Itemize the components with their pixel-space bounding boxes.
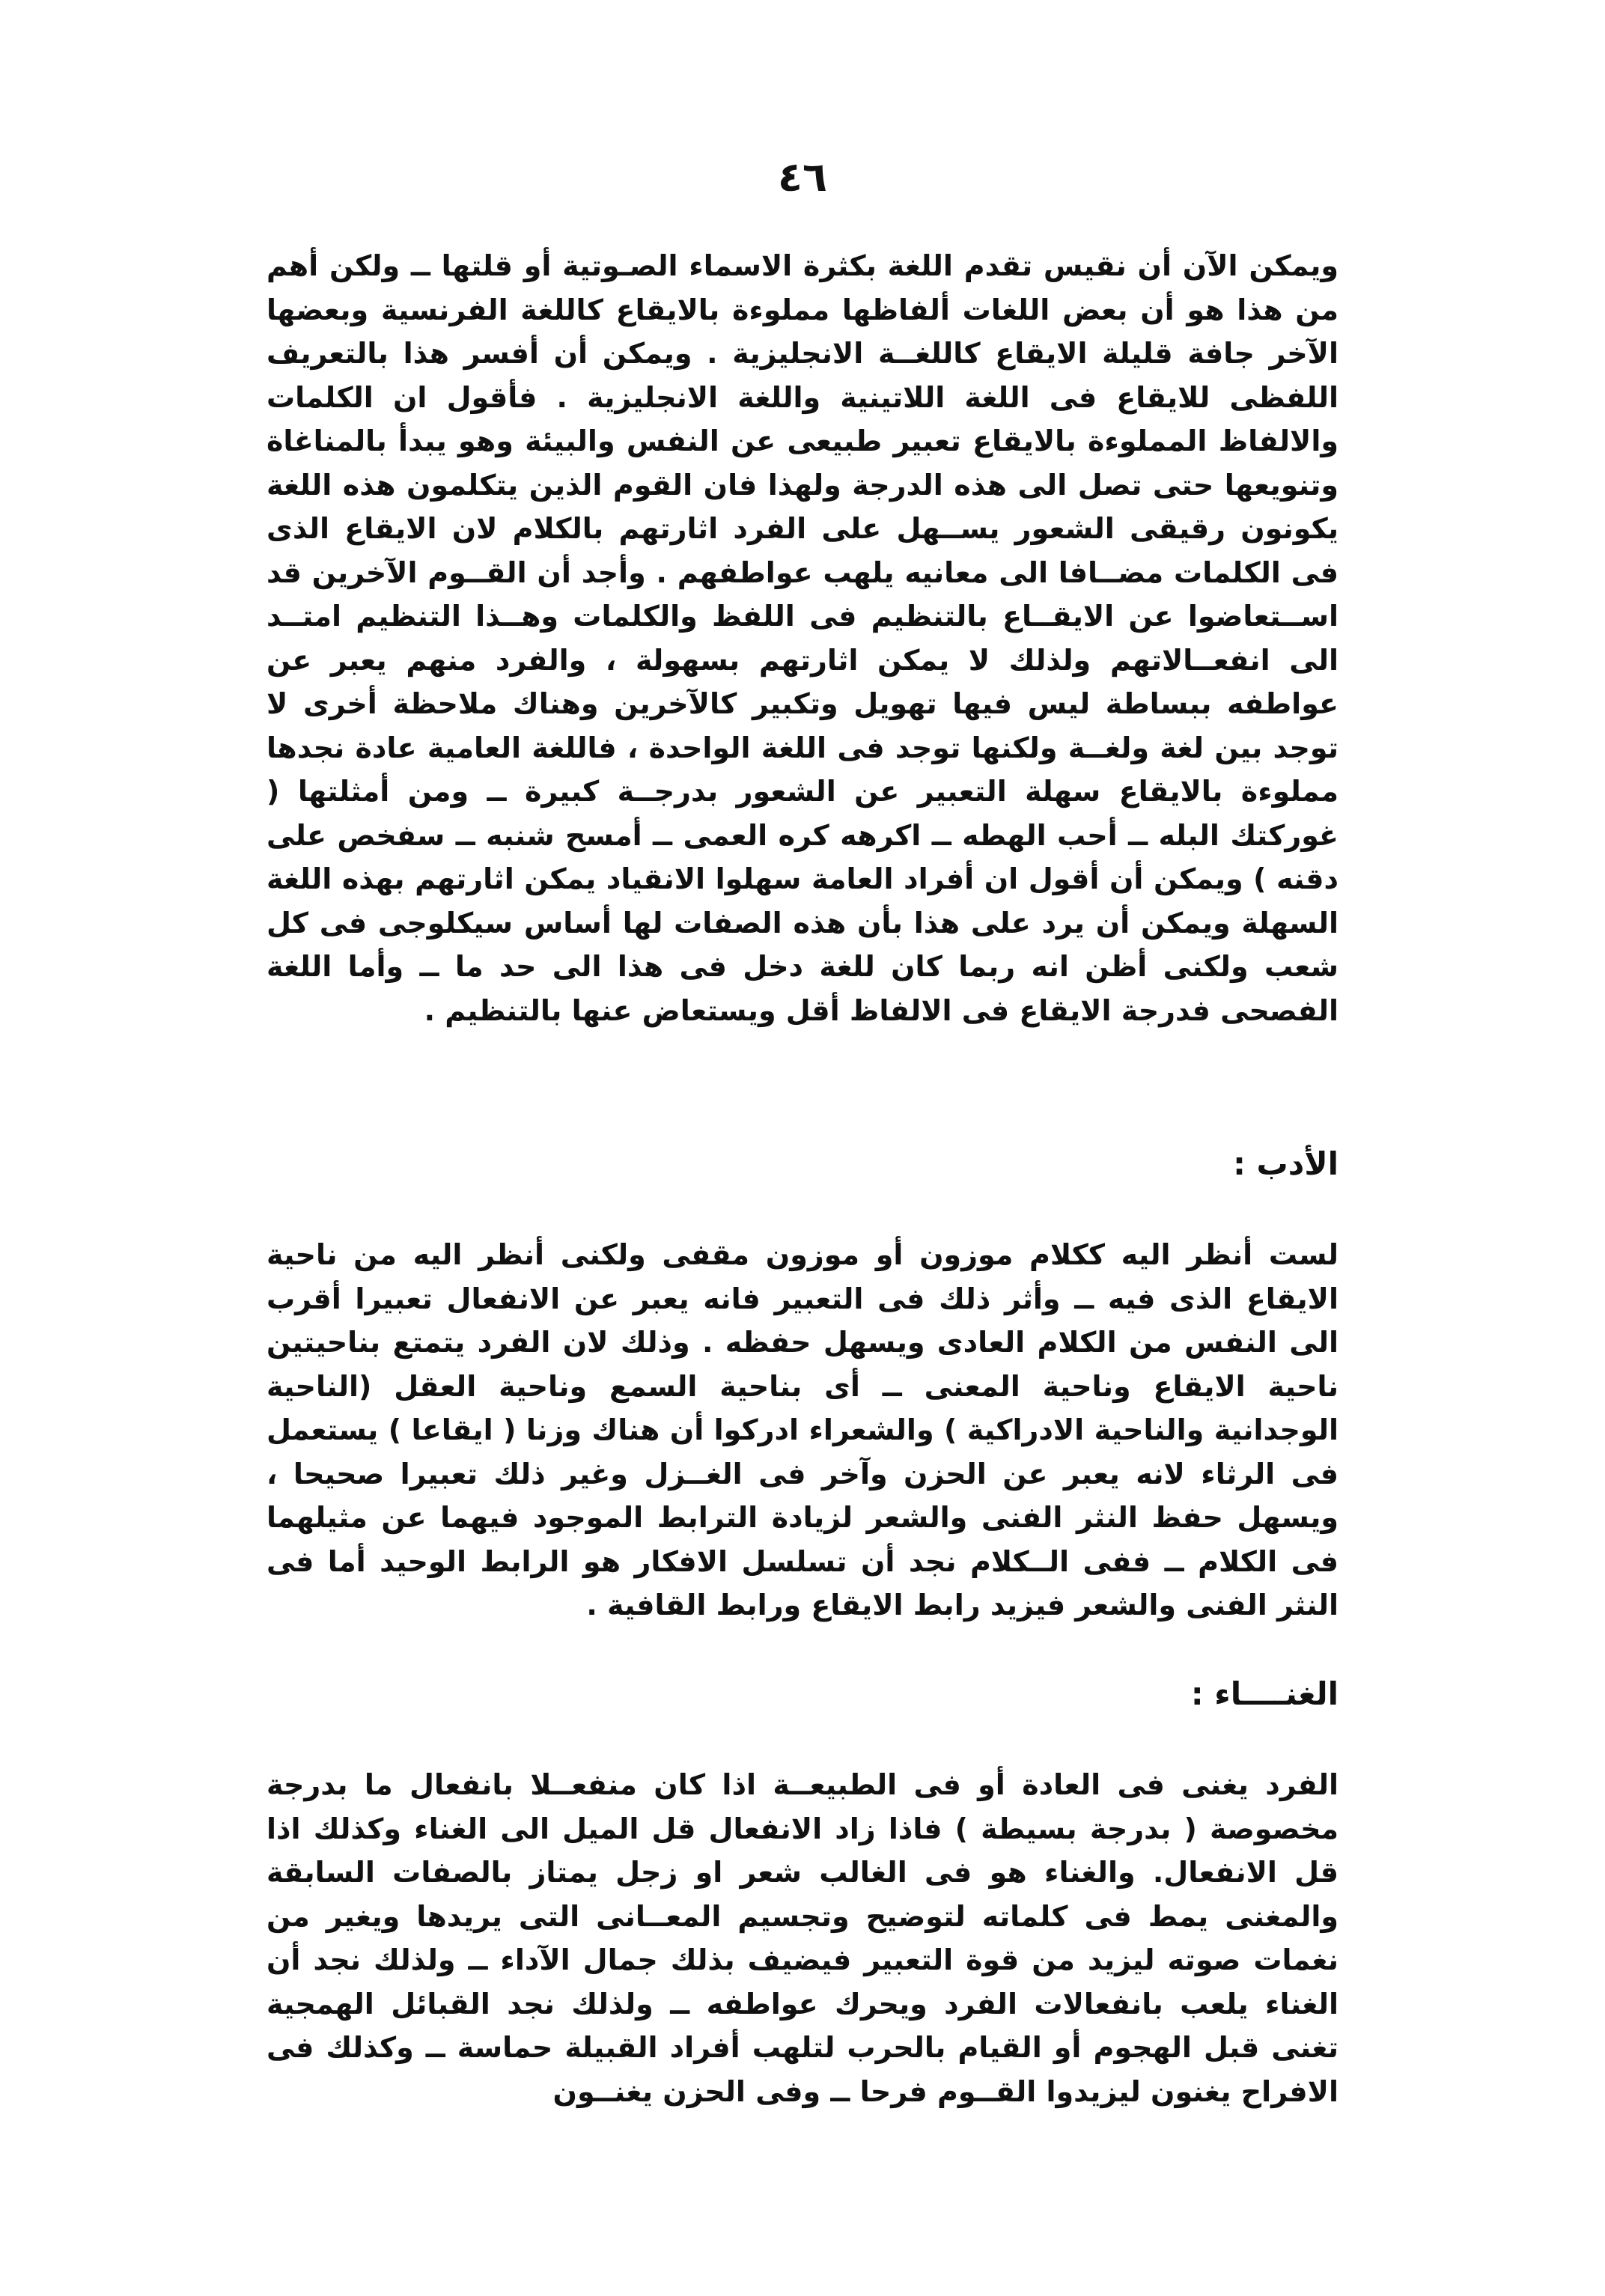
section-heading-singing: الغنــــاء : — [1190, 1675, 1338, 1712]
paragraph-literature — [267, 1233, 1338, 1627]
paragraph-text: ويمكن الآن أن نقيس تقدم اللغة بكثرة الاسماء الصـوتية أو قلتها ــ ولكن أهم من هذا هو أن بعض اللغات ألفاظها مملوءة بالايقاع كاللغة الفرنسية وبعضها الآخر جافة قليلة الايقاع كاللغــة الانجليزية . ويمكن أن أفسر هذا بالتعريف اللفظى للايقاع فى اللغة اللاتينية واللغة الانجليزية . فأقول ان الكلمات والالفاظ المملوءة بالايقاع تعبير طبيعى عن النفس والبيئة وهو يبدأ بالمناغاة وتنويعها حتى تصل الى هذه الدرجة ولهذا فان القوم الذين يتكلمون هذه اللغة يكونون رقيقى الشعور يســهل على الفرد اثارتهم بالكلام لان الايقاع الذى فى الكلمات مضــافا الى معانيه يلهب عواطفهم . وأجد أن القــوم الآخرين قد اســتعاضوا عن الايقــاع بالتنظيم فى اللفظ والكلمات وهــذا التنظيم امتــد الى انفعــالاتهم ولذلك لا يمكن اثارتهم بسهولة ، والفرد منهم يعبر عن عواطفه ببساطة ليس فيها تهويل وتكبير كالآخرين وهناك ملاحظة أخرى لا توجد بين لغة ولغــة ولكنها توجد فى اللغة الواحدة ، فاللغة العامية عادة نجدها مملوءة بالايقاع سهلة التعبير عن الشعور بدرجــة كبيرة ــ ومن أمثلتها ( غوركتك البله ــ أحب الهطه ــ اكرهه كره العمى ــ أمسح شنبه ــ سفخص على دقنه ) ويمكن أن أقول ان أفراد العامة سهلوا الانقياد يمكن اثارتهم بهذه اللغة السهلة ويمكن أن يرد على هذا بأن هذه الصفات لها أساس سيكلوجى فى كل شعب ولكنى أظن انه ربما كان للغة دخل فى هذا الى حد ما ــ وأما اللغة الفصحى فدرجة الايقاع فى الالفاظ أقل ويستعاض عنها بالتنظيم . — [267, 249, 1338, 1027]
paragraph-text: الفرد يغنى فى العادة أو فى الطبيعــة اذا كان منفعــلا بانفعال ما بدرجة مخصوصة ( بدرجة بسيطة ) فاذا زاد الانفعال قل الميل الى الغناء وكذلك اذا قل الانفعال. والغناء هو فى الغالب شعر او زجل يمتاز بالصفات السابقة والمغنى يمط فى كلماته لتوضيح وتجسيم المعــانى التى يريدها ويغير من نغمات صوته ليزيد من قوة التعبير فيضيف بذلك جمال الآداء ــ ولذلك نجد أن الغناء يلعب بانفعالات الفرد ويحرك عواطفه ــ ولذلك نجد القبائل الهمجية تغنى قبل الهجوم أو القيام بالحرب لتلهب أفراد القبيلة حماسة ــ وكذلك فى الافراح يغنون ليزيدوا القــوم فرحا ــ وفى الحزن يغنــون — [267, 1768, 1338, 2108]
page-number: ٤٦ — [778, 153, 827, 201]
paragraph-language-rhythm — [267, 244, 1338, 1032]
paragraph-text: لست أنظر اليه ككلام موزون أو موزون مقفى ولكنى أنظر اليه من ناحية الايقاع الذى فيه ــ وأثر ذلك فى التعبير فانه يعبر عن الانفعال تعبيرا أقرب الى النفس من الكلام العادى ويسهل حفظه . وذلك لان الفرد يتمتع بناحيتين ناحية الايقاع وناحية المعنى ــ أى بناحية السمع وناحية العقل (الناحية الوجدانية والناحية الادراكية ) والشعراء ادركوا أن هناك وزنا ( ايقاعا ) يستعمل فى الرثاء لانه يعبر عن الحزن وآخر فى الغــزل وغير ذلك تعبيرا صحيحا ، ويسهل حفظ النثر الفنى والشعر لزيادة الترابط الموجود فيهما عن مثيلهما فى الكلام ــ ففى الــكلام نجد أن تسلسل الافكار هو الرابط الوحيد أما فى النثر الفنى والشعر فيزيد رابط الايقاع ورابط القافية . — [267, 1238, 1338, 1621]
section-heading-literature: الأدب : — [1233, 1145, 1338, 1182]
paragraph-singing — [267, 1763, 1338, 2113]
